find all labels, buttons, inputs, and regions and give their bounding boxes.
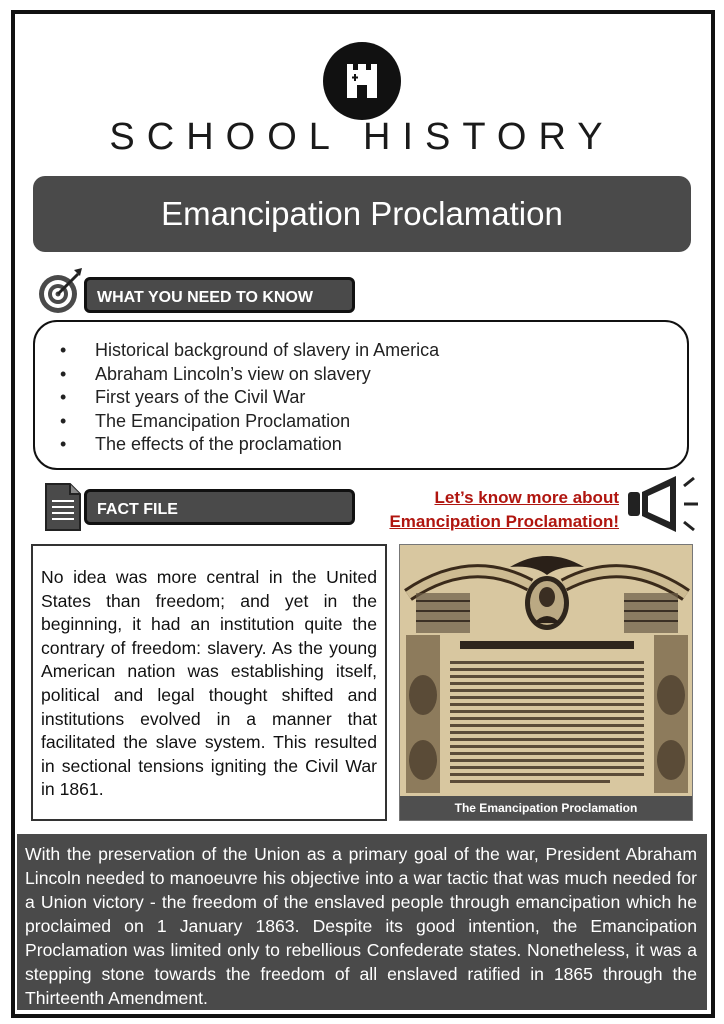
proclamation-image	[399, 544, 693, 821]
promo-line-1: Let’s know more about	[434, 488, 619, 507]
target-icon	[36, 266, 86, 316]
image-caption: The Emancipation Proclamation	[400, 796, 692, 820]
castle-icon	[323, 42, 401, 120]
list-item: • First years of the Civil War	[60, 386, 439, 410]
summary-box	[17, 834, 707, 1010]
document-icon	[44, 482, 82, 532]
promo-link[interactable]	[389, 486, 619, 534]
brand-name: SCHOOL HISTORY	[109, 116, 615, 158]
promo-line-2: Emancipation Proclamation!	[389, 512, 619, 531]
what-you-need-list-box	[33, 320, 689, 470]
list-item: • The Emancipation Proclamation	[60, 410, 439, 434]
what-you-need-label: WHAT YOU NEED TO KNOW	[84, 277, 355, 313]
fact-file-text: No idea was more central in the United States than freedom; and yet in the beginning, it had an institution quite the contrary of freedom: slavery. As the young American nation was establishing itself, political and legal thought shifted and institutions evolved in a manner that facilitated the slave system. This resulted in sectional tensions igniting the Civil War in 1861.	[41, 567, 377, 800]
page-title: Emancipation Proclamation	[33, 176, 691, 252]
list-item: • The effects of the proclamation	[60, 433, 439, 457]
megaphone-icon	[624, 472, 706, 536]
fact-file-box	[31, 544, 387, 821]
summary-text: With the preservation of the Union as a primary goal of the war, President Abraham Lincoln needed to manoeuvre his objective into a war tactic that was much needed for a Union victory - the freedom of the enslaved people through emancipation which he proclaimed on 1 January 1863. Despite its good intention, the Emancipation Proclamation was limited only to rebellious Confederate states. Nonetheless, it was a stepping stone towards the freedom of all enslaved ratified in 1865 through the Thirteenth Amendment.	[25, 844, 697, 1008]
fact-file-label: FACT FILE	[84, 489, 355, 525]
what-you-need-list	[60, 339, 439, 457]
list-item: • Historical background of slavery in America	[60, 339, 439, 363]
list-item: • Abraham Lincoln’s view on slavery	[60, 363, 439, 387]
